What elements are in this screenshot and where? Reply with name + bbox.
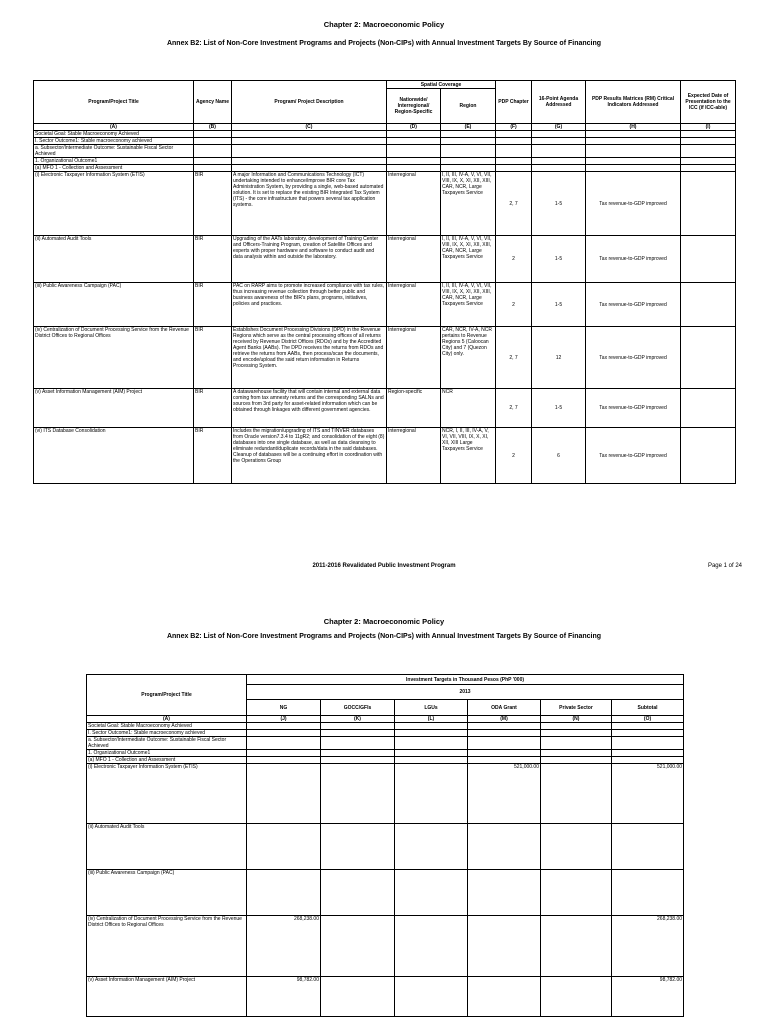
row-subtotal — [612, 824, 684, 870]
col-icc-date: Expected Date of Presentation to the ICC (if ICC-able) — [681, 81, 736, 124]
row-subtotal: 268,238.00 — [612, 916, 684, 977]
annex-title-2: Annex B2: List of Non-Core Investment Programs and Projects (Non-CIPs) with Annual Investment Targets By Source of Financing — [166, 633, 602, 640]
table-row — [87, 764, 684, 824]
row-gocc — [321, 764, 395, 824]
col-results-matrices: PDP Results Matrices (RM) Critical Indicators Addressed — [586, 81, 681, 124]
row-private — [541, 916, 612, 977]
label-f: (F) — [496, 124, 532, 131]
label-a: (A) — [87, 716, 247, 723]
row-region: NCR — [441, 389, 496, 428]
row-subtotal: 521,000.00 — [612, 764, 684, 824]
row-coverage: Interregional — [387, 283, 441, 327]
hier-sector-outcome: I. Sector Outcome1: Stable macroeconomy achieved — [87, 730, 247, 737]
row-pdp: 2 — [496, 283, 532, 327]
table-row — [87, 916, 684, 977]
row-agenda: 6 — [532, 428, 586, 484]
label-l: (L) — [395, 716, 468, 723]
col-pdp-chapter: PDP Chapter — [496, 81, 532, 124]
row-agency: BIR — [194, 283, 232, 327]
chapter-title: Chapter 2: Macroeconomic Policy — [323, 20, 445, 29]
label-g: (G) — [532, 124, 586, 131]
col-subtotal: Subtotal — [612, 700, 684, 716]
row-gocc — [321, 824, 395, 870]
col-agency-name: Agency Name — [194, 81, 232, 124]
col-nationwide: Nationwide/ Interregional/ Region-Specific — [387, 89, 441, 124]
footer-title: 2011-2016 Revalidated Public Investment Program — [312, 563, 456, 569]
row-title: (v) Asset Information Management (AIM) Project — [34, 389, 194, 428]
row-region: I, II, III, IV-A, V, VI, VII, VIII, IX, X, XI, XII, XIII, CAR, NCR, Large Taxpayers Service — [441, 283, 496, 327]
row-pdp: 2, 7 — [496, 389, 532, 428]
row-pdp: 2, 7 — [496, 172, 532, 236]
hier-societal-goal: Societal Goal: Stable Macroeconomy Achieved — [87, 723, 247, 730]
table-row — [34, 389, 736, 428]
row-description: Upgrading of the AATs laboratory, development of Training Center and Officers-Training Program, creation of Satellite Offices and experts with proper hardware and software to conduct audit and data analysis within and outside the laboratory. — [232, 236, 387, 283]
label-h: (H) — [586, 124, 681, 131]
row-oda — [468, 870, 541, 916]
table-row — [34, 236, 736, 283]
row-agency: BIR — [194, 389, 232, 428]
row-region: CAR, NCR, IV-A, NCR pertains to Revenue Regions 5 (Caloocan City) and 7 (Quezon City) only. — [441, 327, 496, 389]
table-row — [34, 172, 736, 236]
label-m: (M) — [468, 716, 541, 723]
col-lgu: LGUs — [395, 700, 468, 716]
row-gocc — [321, 977, 395, 1017]
table-row — [87, 824, 684, 870]
row-oda — [468, 977, 541, 1017]
row-agency: BIR — [194, 327, 232, 389]
row-gocc — [321, 916, 395, 977]
col-agenda: 16-Point Agenda Addressed — [532, 81, 586, 124]
row-title: (ii) Automated Audit Tools — [34, 236, 194, 283]
row-description: Establishes Document Processing Divisions (DPD) in the Revenue Regions which serve as the central processing offices of all returns received by Revenue District Offices (RDOs) and by the Accredited Agent Banks (AABs). The DPD receives the returns from RDOs and retrieve the returns from AABs, then process/scan the documents, and encode/upload the said return information in Returns Processing System. — [232, 327, 387, 389]
col-spatial-coverage: Spatial Coverage — [387, 81, 496, 89]
row-title: (iii) Public Awareness Campaign (PAC) — [34, 283, 194, 327]
label-k: (K) — [321, 716, 395, 723]
hier-mfo: (a) MFO 1 - Collection and Assessment — [87, 757, 247, 764]
row-coverage: Interregional — [387, 428, 441, 484]
row-ng — [247, 824, 321, 870]
row-private — [541, 764, 612, 824]
label-n: (N) — [541, 716, 612, 723]
row-pdp: 2, 7 — [496, 327, 532, 389]
row-region: I, II, III, IV-A, V, VI, VII, VIII, IX, X, XI, XII, XIII, CAR, NCR, Large Taxpayers Service — [441, 236, 496, 283]
row-rm: Tax revenue-to-GDP improved — [586, 428, 681, 484]
label-a: (A) — [34, 124, 194, 131]
row-coverage: Region-specific — [387, 389, 441, 428]
table-row — [34, 428, 736, 484]
row-oda — [468, 824, 541, 870]
row-agency: BIR — [194, 428, 232, 484]
row-description: PAC on RARP aims to promote increased compliance with tax rules, thus increasing revenue collection through better public and business awareness of the BIR's plans, programs, initiatives, policies and practices. — [232, 283, 387, 327]
row-title: (v) Asset Information Management (AIM) Project — [87, 977, 247, 1017]
row-agenda: 1-5 — [532, 283, 586, 327]
label-i: (I) — [681, 124, 736, 131]
row-title: (iv) Centralization of Document Processing Service from the Revenue District Offices to Regional Offices — [87, 916, 247, 977]
hier-subsector-outcome: a. Subsector/Intermediate Outcome: Sustainable Fiscal Sector Achieved — [34, 145, 194, 158]
row-gocc — [321, 870, 395, 916]
row-ng: 98,782.00 — [247, 977, 321, 1017]
row-lgu — [395, 870, 468, 916]
row-agency: BIR — [194, 236, 232, 283]
row-lgu — [395, 824, 468, 870]
table-row — [87, 977, 684, 1017]
row-pdp: 2 — [496, 428, 532, 484]
table-row — [87, 870, 684, 916]
hier-org-outcome: 1. Organizational Outcome1 — [87, 750, 247, 757]
row-title: (iv) Centralization of Document Processing Service from the Revenue District Offices to Regional Offices — [34, 327, 194, 389]
col-gocc: GOCC/GFIs — [321, 700, 395, 716]
row-coverage: Interregional — [387, 327, 441, 389]
col-private: Private Sector — [541, 700, 612, 716]
row-title: (iii) Public Awareness Campaign (PAC) — [87, 870, 247, 916]
row-private — [541, 824, 612, 870]
row-private — [541, 870, 612, 916]
table-row — [34, 283, 736, 327]
row-rm: Tax revenue-to-GDP improved — [586, 389, 681, 428]
row-agency: BIR — [194, 172, 232, 236]
row-ng: 268,238.00 — [247, 916, 321, 977]
col-investment-targets: Investment Targets in Thousand Pesos (PhP '000) — [247, 675, 684, 685]
hier-subsector-outcome: a. Subsector/Intermediate Outcome: Sustainable Fiscal Sector Achieved — [87, 737, 247, 750]
row-description: A datawarehouse facility that will contain internal and external data coming from tax amnesty returns and the corresponding SALNs and sources from 3rd party for asset-related information which can be obtained through linkages with different government agencies. — [232, 389, 387, 428]
row-agenda: 1-5 — [532, 389, 586, 428]
row-oda — [468, 916, 541, 977]
label-e: (E) — [441, 124, 496, 131]
row-region: NCR, I, II, III, IV-A, V, VI, VII, VIII, IX, X, XI, XII, XIII Large Taxpayers Service — [441, 428, 496, 484]
hier-societal-goal: Societal Goal: Stable Macroeconomy Achieved — [34, 131, 194, 138]
row-rm: Tax revenue-to-GDP improved — [586, 172, 681, 236]
chapter-title-2: Chapter 2: Macroeconomic Policy — [323, 617, 445, 626]
row-subtotal — [612, 870, 684, 916]
row-title: (ii) Automated Audit Tools — [87, 824, 247, 870]
row-title: (i) Electronic Taxpayer Information System (ETIS) — [87, 764, 247, 824]
col-program-title: Program/Project Title — [34, 81, 194, 124]
col-region: Region — [441, 89, 496, 124]
row-coverage: Interregional — [387, 236, 441, 283]
row-oda: 521,000.00 — [468, 764, 541, 824]
row-agenda: 1-5 — [532, 172, 586, 236]
row-agenda: 1-5 — [532, 236, 586, 283]
row-coverage: Interregional — [387, 172, 441, 236]
row-lgu — [395, 916, 468, 977]
col-oda: ODA Grant — [468, 700, 541, 716]
row-pdp: 2 — [496, 236, 532, 283]
annex-title: Annex B2: List of Non-Core Investment Programs and Projects (Non-CIPs) with Annual Investment Targets By Source of Financing — [166, 40, 602, 47]
label-o: (O) — [612, 716, 684, 723]
col-year: 2013 — [247, 685, 684, 700]
row-lgu — [395, 764, 468, 824]
row-ng — [247, 870, 321, 916]
row-rm: Tax revenue-to-GDP improved — [586, 283, 681, 327]
investment-targets-table — [86, 674, 684, 1017]
row-description: Includes the migration/upgrading of ITS and TINVER databases from Oracle version7.3.4 to 11gR2; and consolidation of the eight (8) databases into one single database, as well as data cleansing to eliminate redundant/duplicate records/data in the said databases. Cleanup of databases will be a continuing effort in coordination with the Operations Group — [232, 428, 387, 484]
hier-sector-outcome: I. Sector Outcome1: Stable macroeconomy achieved — [34, 138, 194, 145]
col-program-title-2: Program/Project Title — [87, 675, 247, 716]
label-b: (B) — [194, 124, 232, 131]
row-description: A major Information and Communications Technology (ICT) undertaking intended to enhance/improve BIR core Tax Administration System, by providing a single, web-based automated solution. It is set to replace the existing BIR Integrated Tax System (ITS) - the core infrastructure that powers several tax application systems. — [232, 172, 387, 236]
row-private — [541, 977, 612, 1017]
row-rm: Tax revenue-to-GDP improved — [586, 327, 681, 389]
table-row — [34, 327, 736, 389]
row-ng — [247, 764, 321, 824]
label-d: (D) — [387, 124, 441, 131]
row-title: (vi) ITS Database Consolidation — [34, 428, 194, 484]
row-rm: Tax revenue-to-GDP improved — [586, 236, 681, 283]
col-description: Program/ Project Description — [232, 81, 387, 124]
projects-table — [33, 80, 736, 484]
label-c: (C) — [232, 124, 387, 131]
row-region: I, II, III, IV-A, V, VI, VII, VIII, IX, X, XI, XII, XIII, CAR, NCR, Large Taxpayers Service — [441, 172, 496, 236]
row-agenda: 12 — [532, 327, 586, 389]
hier-org-outcome: 1. Organizational Outcome1 — [34, 158, 194, 165]
row-lgu — [395, 977, 468, 1017]
row-title: (i) Electronic Taxpayer Information System (ETIS) — [34, 172, 194, 236]
label-j: (J) — [247, 716, 321, 723]
page-number: Page 1 of 24 — [707, 563, 742, 569]
row-subtotal: 98,782.00 — [612, 977, 684, 1017]
col-ng: NG — [247, 700, 321, 716]
hier-mfo: (a) MFO 1 - Collection and Assessment — [34, 165, 194, 172]
